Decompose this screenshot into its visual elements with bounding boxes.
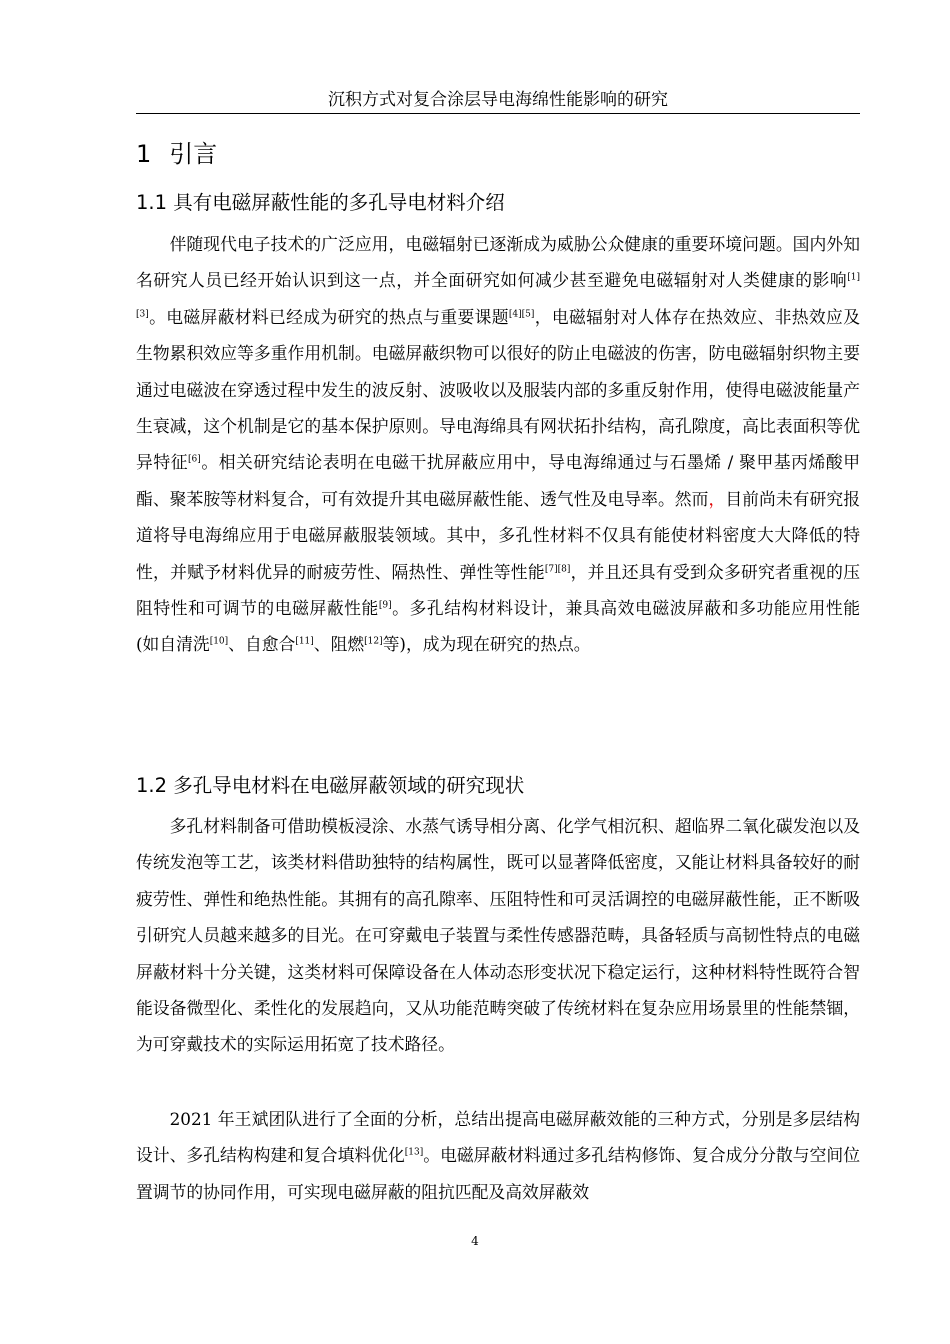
- paragraph-text: 伴随现代电子技术的广泛应用，电磁辐射已逐渐成为威胁公众健康的重要环境问题。国内外知名研究人员已经开始认识到这一点，并全面研究如何减少甚至避免电磁辐射对人类健康的影响: [136, 234, 860, 291]
- highlighted-comma: ，: [708, 488, 726, 509]
- citation: [11]: [295, 636, 314, 647]
- paragraph-text: ，电磁辐射对人体存在热效应、非热效应及生物累积效应等多重作用机制。电磁屏蔽织物可以很好的防止电磁波的伤害，防电磁辐射织物主要通过电磁波在穿透过程中发生的波反射、波吸收以及服装内部的多重反射作用，使得电磁波能量产生衰减，这个机制是它的基本保护原则。导电海绵具有网状拓扑结构，高孔隙度，高比表面积等优异特征: [136, 306, 860, 473]
- paragraph-1-1: [136, 226, 860, 663]
- paragraph-text: 、自愈合: [228, 634, 296, 655]
- paragraph-text: 。电磁屏蔽材料已经成为研究的热点与重要课题: [148, 306, 509, 327]
- paragraph-text: 2021 年王斌团队进行了全面的分析，总结出提高电磁屏蔽效能的三种方式，分别是多层结构设计、多孔结构构建和复合填料优化: [136, 1109, 860, 1166]
- paragraph-text: 多孔材料制备可借助模板浸涂、水蒸气诱导相分离、化学气相沉积、超临界二氧化碳发泡以及传统发泡等工艺，该类材料借助独特的结构属性，既可以显著降低密度，又能让材料具备较好的耐疲劳性、弹性和绝热性能。其拥有的高孔隙率、压阻特性和可灵活调控的电磁屏蔽性能，正不断吸引研究人员越来越多的目光。在可穿戴电子装置与柔性传感器范畴，具备轻质与高韧性特点的电磁屏蔽材料十分关键，这类材料可保障设备在人体动态形变状况下稳定运行，这种材料特性既符合智能设备微型化、柔性化的发展趋向，又从功能范畴突破了传统材料在复杂应用场景里的性能禁锢，为可穿戴技术的实际运用拓宽了技术路径。: [136, 816, 860, 1055]
- paragraph-1-2-b: [136, 1101, 860, 1210]
- citation: [7][8]: [544, 564, 571, 575]
- citation: [9]: [378, 600, 392, 611]
- section-number: 1: [136, 140, 152, 168]
- paragraph-text: 、阻燃: [313, 634, 365, 655]
- paragraph-text: 目前尚未有研究报道将导电海绵应用于电磁屏蔽服装领域。其中，多孔性材料不仅具有能使材料密度大大降低的特性，并赋予材料优异的耐疲劳性、隔热性、弹性等性能: [136, 488, 860, 582]
- citation: [10]: [209, 636, 229, 647]
- subsection-heading-1-2: 1.2 多孔导电材料在电磁屏蔽领域的研究现状: [136, 774, 525, 797]
- paragraph-1-2-a: [136, 808, 860, 1063]
- paragraph-text: 。多孔结构材料设计，兼具高效电磁波屏蔽和多功能应用性能(如自清洗: [136, 598, 860, 655]
- citation: [1][3]: [136, 272, 860, 320]
- section-heading: [136, 138, 217, 170]
- citation: [13]: [404, 1147, 424, 1158]
- page-number: 4: [471, 1234, 479, 1248]
- citation: [12]: [364, 636, 383, 647]
- running-header: 沉积方式对复合涂层导电海绵性能影响的研究: [136, 88, 860, 114]
- citation: [6]: [188, 454, 201, 465]
- paragraph-text: 等)，成为现在研究的热点。: [382, 634, 591, 655]
- paragraph-text: ，并且还具有受到众多研究者重视的压阻特性和可调节的电磁屏蔽性能: [136, 561, 860, 619]
- citation: [4][5]: [508, 309, 535, 320]
- subsection-heading-1-1: 1.1 具有电磁屏蔽性能的多孔导电材料介绍: [136, 191, 505, 214]
- paragraph-text: 。相关研究结论表明在电磁干扰屏蔽应用中，导电海绵通过与石墨烯 / 聚甲基丙烯酸甲酯、聚苯胺等材料复合，可有效提升其电磁屏蔽性能、透气性及电导率。然而: [136, 452, 860, 509]
- section-title: 引言: [169, 140, 218, 168]
- paragraph-text: 。电磁屏蔽材料通过多孔结构修饰、复合成分分散与空间位置调节的协同作用，可实现电磁屏蔽的阻抗匹配及高效屏蔽效: [136, 1145, 860, 1202]
